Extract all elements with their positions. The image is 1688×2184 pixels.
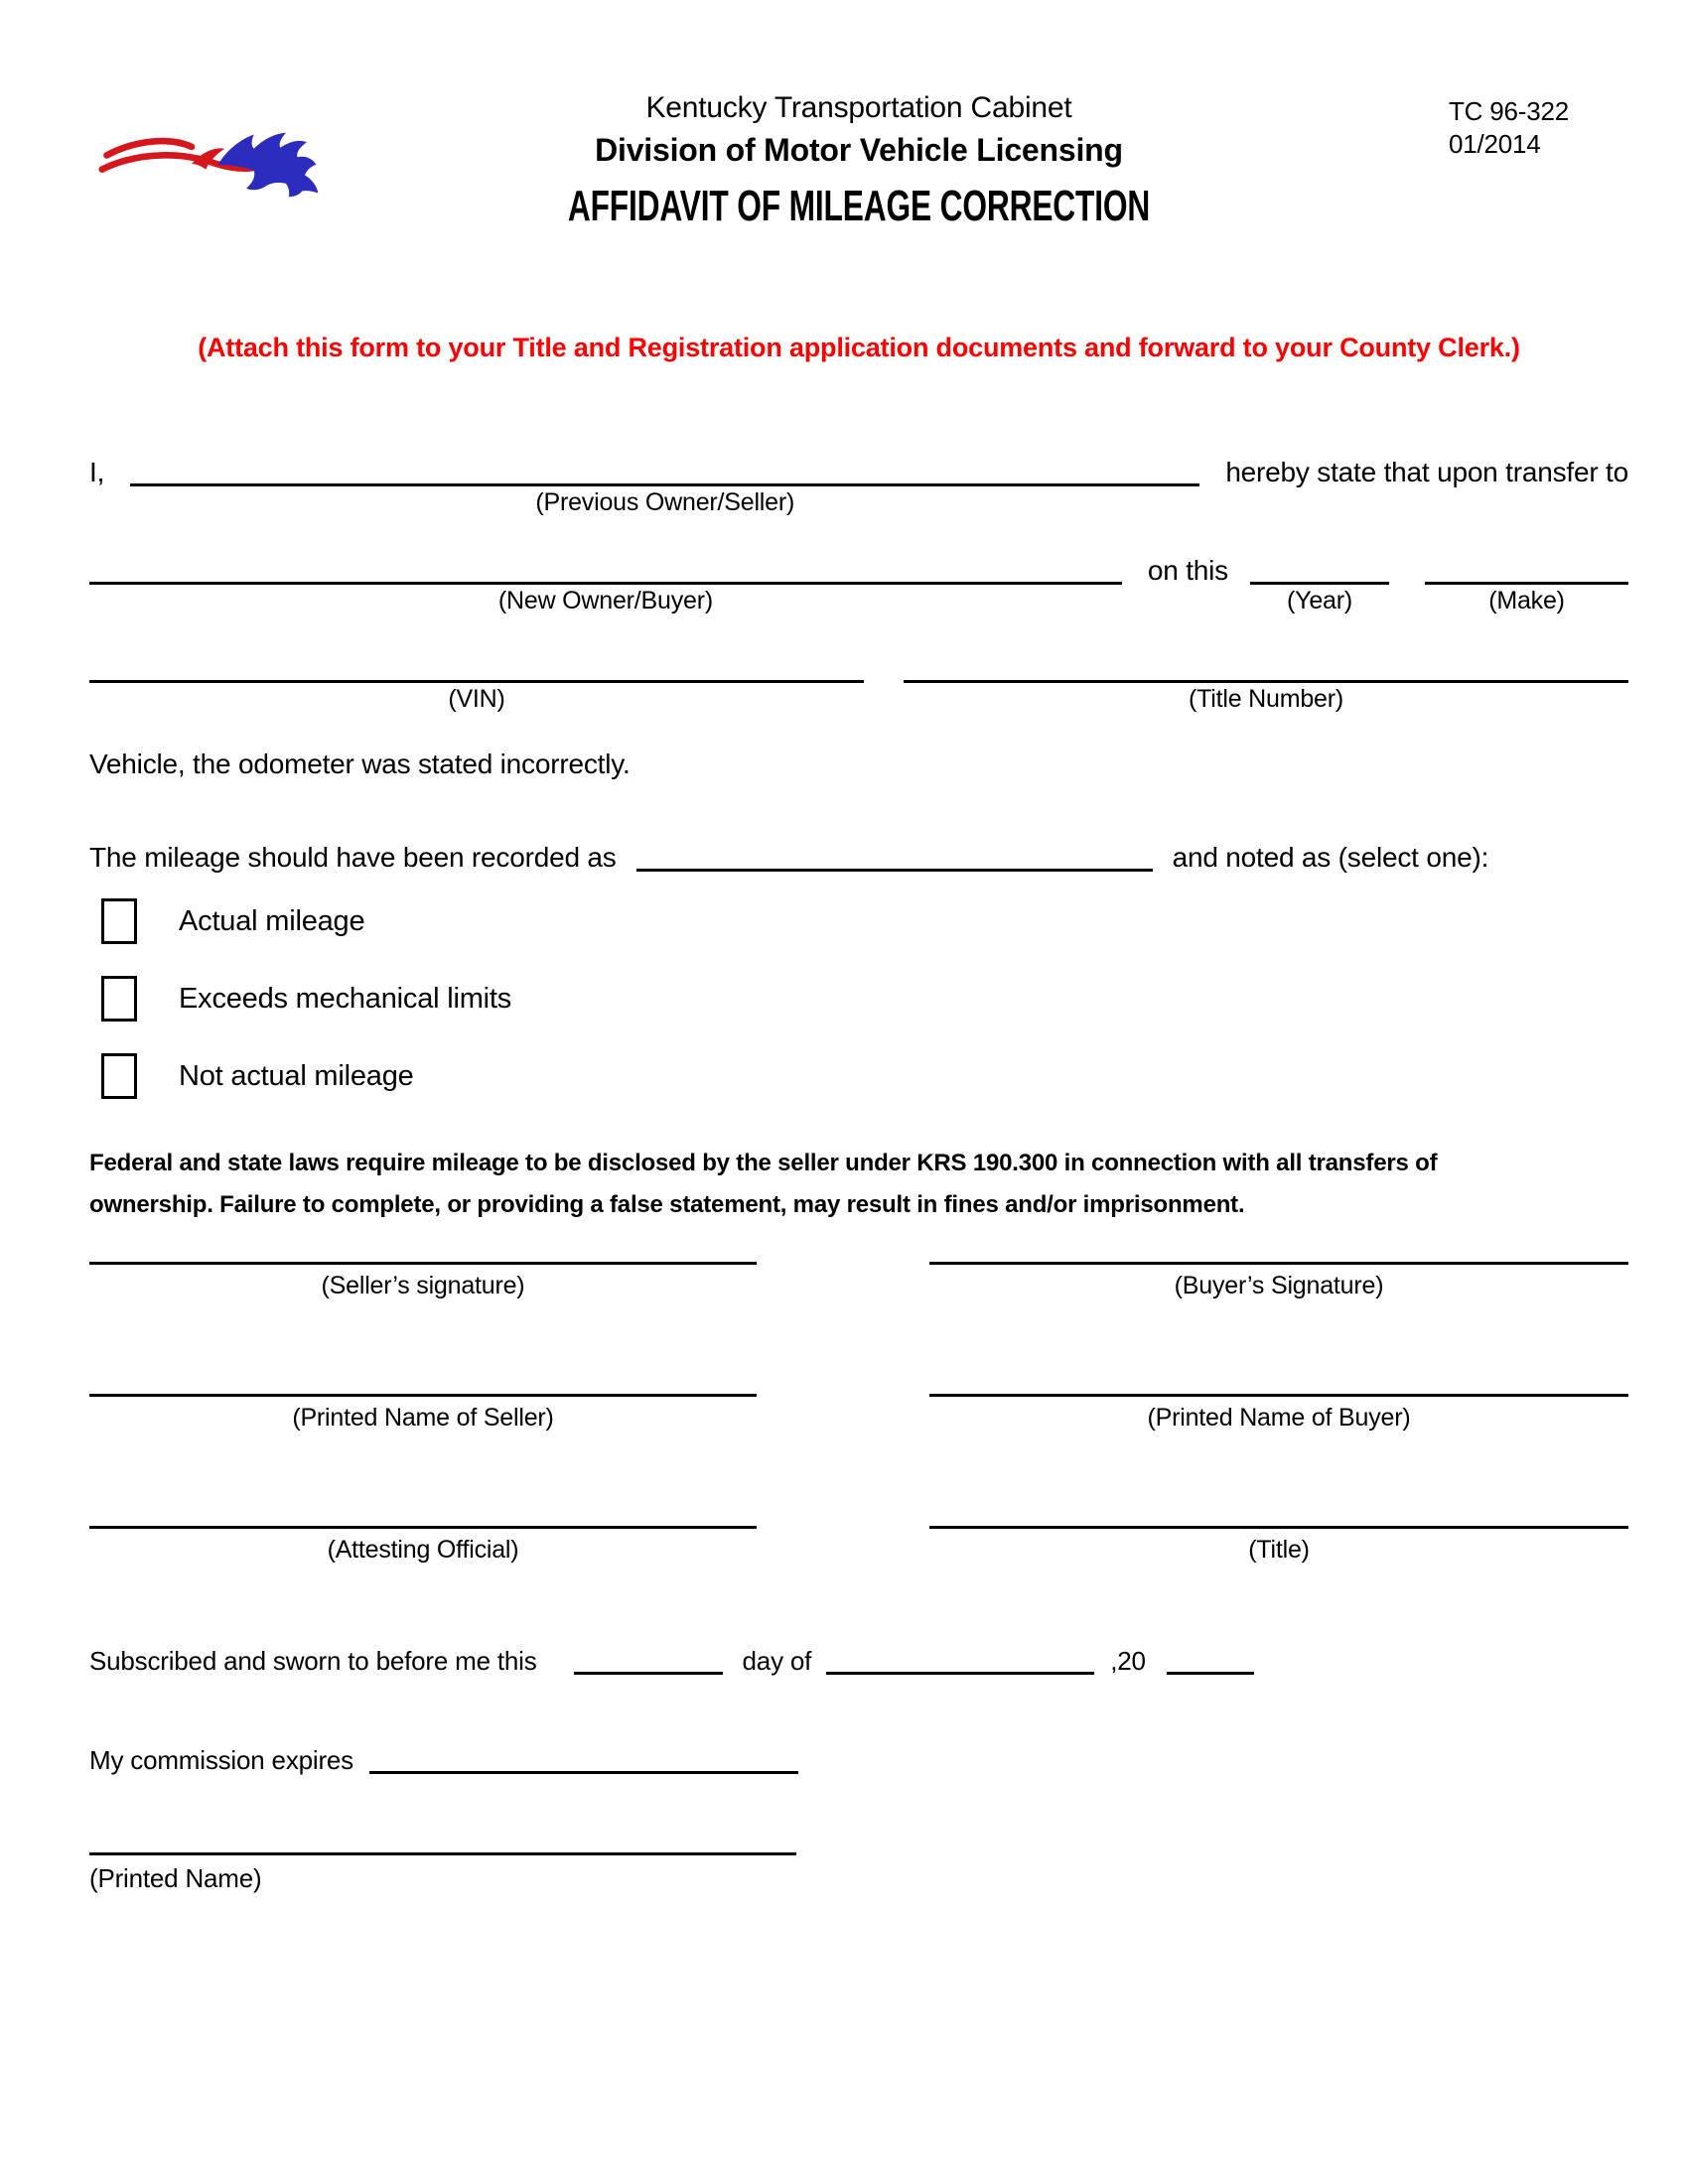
form-meta [1449, 95, 1569, 161]
buyer-signature-cell [929, 1262, 1628, 1300]
corrected-mileage-field[interactable] [636, 836, 1153, 872]
header-titles [89, 0, 1628, 230]
notary-printed-name-field[interactable] [89, 1852, 796, 1855]
vin-label: (VIN) [448, 685, 505, 713]
actual-mileage-label: Actual mileage [179, 904, 365, 937]
make-field[interactable] [1425, 549, 1628, 614]
kentucky-horse-logo [97, 125, 324, 201]
seller-printed-name-label: (Printed Name of Seller) [292, 1404, 554, 1432]
new-owner-label: (New Owner/Buyer) [497, 587, 713, 614]
option-not-actual-mileage [89, 1053, 1628, 1099]
notary-printed-name-label: (Printed Name) [89, 1863, 262, 1893]
exceeds-mechanical-limits-checkbox[interactable] [101, 976, 137, 1022]
not-actual-mileage-label: Not actual mileage [179, 1059, 414, 1092]
legal-line-2: ownership. Failure to complete, or providing a false statement, may result in fines and/or imprisonment. [89, 1191, 1245, 1218]
seller-signature-cell [89, 1262, 757, 1300]
form-number: TC 96-322 [1448, 96, 1569, 126]
attesting-official-field[interactable] [89, 1526, 757, 1529]
notary-printed-name-block [89, 1852, 1628, 1893]
exceeds-mechanical-limits-label: Exceeds mechanical limits [179, 982, 512, 1015]
sworn-day-field[interactable] [574, 1639, 723, 1675]
year-field[interactable] [1250, 549, 1389, 614]
mileage-row [89, 831, 1628, 873]
actual-mileage-checkbox[interactable] [101, 898, 137, 944]
official-title-cell [929, 1526, 1628, 1565]
official-title-label: (Title) [1248, 1536, 1310, 1564]
statement-row-3 [89, 642, 1628, 713]
attesting-official-row [89, 1526, 1628, 1565]
year-label: (Year) [1287, 587, 1352, 614]
sworn-month-field[interactable] [826, 1639, 1094, 1675]
revision-date: 01/2014 [1448, 129, 1541, 159]
vehicle-sentence: Vehicle, the odometer was stated incorrectly. [89, 749, 631, 779]
buyer-printed-name-field[interactable] [929, 1394, 1628, 1397]
not-actual-mileage-checkbox[interactable] [101, 1053, 137, 1099]
vin-field[interactable] [89, 647, 864, 713]
agency-name: Kentucky Transportation Cabinet [645, 91, 1072, 124]
seller-signature-field[interactable] [89, 1262, 757, 1265]
option-exceeds-mechanical-limits [89, 976, 1628, 1022]
previous-owner-label: (Previous Owner/Seller) [535, 488, 795, 516]
form-header [89, 0, 1628, 243]
statement-prefix: I, [89, 457, 105, 487]
legal-notice [89, 1143, 1628, 1226]
year-prefix-text: ,20 [1110, 1646, 1146, 1676]
attesting-official-label: (Attesting Official) [327, 1536, 519, 1564]
seller-signature-label: (Seller’s signature) [321, 1272, 525, 1299]
seller-printed-name-field[interactable] [89, 1394, 757, 1397]
statement-suffix: hereby state that upon transfer to [1225, 457, 1628, 487]
mileage-type-options [89, 898, 1628, 1099]
commission-row [89, 1733, 1628, 1775]
statement-row-1 [89, 446, 1628, 516]
option-actual-mileage [89, 898, 1628, 944]
attachment-notice: (Attach this form to your Title and Registration application documents and forward to your County Clerk.) [198, 333, 1520, 362]
buyer-signature-field[interactable] [929, 1262, 1628, 1265]
commission-label: My commission expires [89, 1745, 353, 1775]
horse-head-icon [218, 133, 319, 198]
sworn-prefix: Subscribed and sworn to before me this [89, 1646, 537, 1676]
statement-row-2 [89, 544, 1628, 614]
form-title: AFFIDAVIT OF MILEAGE CORRECTION [567, 182, 1151, 230]
title-number-field[interactable] [904, 647, 1628, 713]
division-name: Division of Motor Vehicle Licensing [595, 132, 1123, 168]
buyer-printed-name-label: (Printed Name of Buyer) [1147, 1404, 1411, 1432]
commission-expires-field[interactable] [369, 1738, 798, 1774]
buyer-signature-label: (Buyer’s Signature) [1174, 1272, 1384, 1299]
attesting-official-cell [89, 1526, 757, 1565]
sworn-statement-row [89, 1634, 1628, 1676]
sworn-year-field[interactable] [1167, 1639, 1254, 1675]
on-this-text: on this [1147, 555, 1228, 586]
signature-row [89, 1262, 1628, 1300]
day-of-text: day of [742, 1646, 812, 1676]
signature-section [89, 1262, 1628, 1565]
printed-name-row [89, 1394, 1628, 1433]
previous-owner-field[interactable] [130, 451, 1199, 516]
legal-line-1: Federal and state laws require mileage to be disclosed by the seller under KRS 190.300 in connection with all transfers of [89, 1150, 1438, 1176]
mileage-suffix: and noted as (select one): [1172, 842, 1489, 873]
new-owner-field[interactable] [89, 549, 1122, 614]
make-label: (Make) [1488, 587, 1565, 614]
mileage-prefix: The mileage should have been recorded as [89, 842, 617, 873]
official-title-field[interactable] [929, 1526, 1628, 1529]
title-number-label: (Title Number) [1188, 685, 1343, 713]
seller-printed-name-cell [89, 1394, 757, 1433]
buyer-printed-name-cell [929, 1394, 1628, 1433]
